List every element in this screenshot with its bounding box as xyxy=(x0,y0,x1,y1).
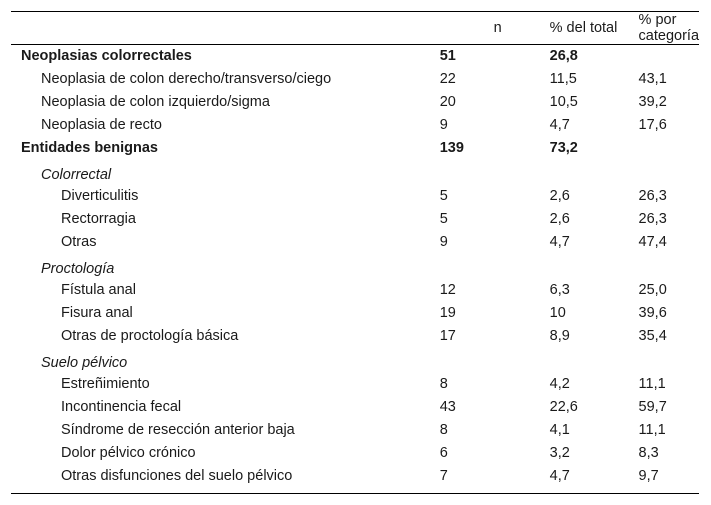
row-pct-total xyxy=(550,254,639,279)
table-subheader-row xyxy=(11,160,699,185)
row-pct-category: 47,4 xyxy=(638,234,667,250)
row-pct-total: 4,1 xyxy=(549,422,570,438)
row-pct-category: 11,1 xyxy=(638,376,666,392)
row-label: Entidades benignas xyxy=(21,140,158,156)
table-row xyxy=(11,279,699,302)
row-pct-category: 17,6 xyxy=(638,117,667,133)
row-n xyxy=(440,254,550,279)
row-label: Neoplasia de recto xyxy=(41,117,162,133)
table-row xyxy=(11,45,699,68)
header-n: n xyxy=(440,12,550,45)
row-n xyxy=(440,348,550,373)
row-pct-category xyxy=(639,137,699,160)
row-pct-total: 8,9 xyxy=(549,328,570,344)
row-pct-category xyxy=(639,160,699,185)
row-n: 20 xyxy=(439,94,456,110)
row-pct-category: 25,0 xyxy=(638,282,667,298)
row-pct-total: 4,7 xyxy=(549,117,570,133)
row-pct-total: 22,6 xyxy=(549,399,578,415)
table-row xyxy=(11,137,699,160)
row-pct-total: 4,2 xyxy=(549,376,570,392)
row-pct-total: 4,7 xyxy=(549,234,570,250)
row-label: Rectorragia xyxy=(61,211,136,227)
row-pct-category: 43,1 xyxy=(638,71,667,87)
row-label: Fístula anal xyxy=(61,282,136,298)
table-row xyxy=(11,442,699,465)
table-body xyxy=(11,45,699,494)
row-pct-category: 39,2 xyxy=(638,94,667,110)
row-pct-category xyxy=(639,45,699,68)
row-pct-total: 2,6 xyxy=(549,188,570,204)
table-subheader-row xyxy=(11,254,699,279)
header-pct-category: % por categoría xyxy=(638,12,700,44)
row-pct-category: 39,6 xyxy=(638,305,667,321)
row-n xyxy=(440,160,550,185)
table-row xyxy=(11,114,699,137)
row-label: Otras de proctología básica xyxy=(61,328,239,344)
row-pct-category xyxy=(639,254,699,279)
row-n: 17 xyxy=(439,328,456,344)
row-pct-total: 3,2 xyxy=(549,445,570,461)
row-label: Estreñimiento xyxy=(61,376,150,392)
row-pct-total: 73,2 xyxy=(549,140,578,156)
row-n: 22 xyxy=(439,71,456,87)
row-pct-total: 26,8 xyxy=(549,48,578,65)
table-row xyxy=(11,419,699,442)
row-label: Diverticulitis xyxy=(61,188,139,204)
row-n: 5 xyxy=(439,188,448,204)
row-label: Proctología xyxy=(41,260,115,277)
row-n: 9 xyxy=(439,117,448,133)
row-pct-total: 4,7 xyxy=(550,465,639,494)
row-label: Neoplasia de colon izquierdo/sigma xyxy=(41,94,270,110)
row-n: 6 xyxy=(439,445,448,461)
row-label: Incontinencia fecal xyxy=(61,399,182,415)
row-pct-category: 9,7 xyxy=(639,465,699,494)
table-row xyxy=(11,465,699,494)
row-label: Otras disfunciones del suelo pélvico xyxy=(11,465,440,494)
row-label: Neoplasias colorrectales xyxy=(21,48,192,65)
table-row xyxy=(11,185,699,208)
row-pct-total: 10,5 xyxy=(549,94,578,110)
row-pct-total: 11,5 xyxy=(549,71,577,87)
row-pct-total: 2,6 xyxy=(549,211,570,227)
table-header-row xyxy=(11,12,699,45)
row-pct-category: 11,1 xyxy=(638,422,666,438)
table-row xyxy=(11,208,699,231)
row-n: 51 xyxy=(439,48,456,65)
table-row xyxy=(11,231,699,254)
row-label: Neoplasia de colon derecho/transverso/ciego xyxy=(41,71,332,87)
row-n: 8 xyxy=(439,376,448,392)
row-n: 8 xyxy=(439,422,448,438)
row-pct-total xyxy=(550,160,639,185)
table-row xyxy=(11,373,699,396)
row-n: 5 xyxy=(439,211,448,227)
table-row xyxy=(11,302,699,325)
row-label: Colorrectal xyxy=(41,166,112,183)
row-label: Síndrome de resección anterior baja xyxy=(61,422,295,438)
header-pct-total: % del total xyxy=(550,12,639,45)
row-pct-category: 26,3 xyxy=(638,211,667,227)
row-pct-category: 59,7 xyxy=(638,399,667,415)
table-row xyxy=(11,396,699,419)
row-n: 9 xyxy=(439,234,448,250)
row-label: Suelo pélvico xyxy=(41,354,128,371)
table-row xyxy=(11,68,699,91)
row-n: 12 xyxy=(439,282,456,298)
table-row xyxy=(11,325,699,348)
row-pct-total: 10 xyxy=(549,305,566,321)
row-pct-category: 26,3 xyxy=(638,188,667,204)
row-label: Otras xyxy=(61,234,97,250)
data-table xyxy=(11,11,699,494)
row-n: 43 xyxy=(439,399,456,415)
row-pct-category: 35,4 xyxy=(638,328,667,344)
row-pct-total: 6,3 xyxy=(549,282,570,298)
header-label-column xyxy=(11,12,440,45)
row-pct-category: 8,3 xyxy=(638,445,659,461)
row-n: 19 xyxy=(439,305,456,321)
row-label: Fisura anal xyxy=(61,305,133,321)
table-row xyxy=(11,91,699,114)
row-n: 7 xyxy=(440,465,550,494)
row-label: Dolor pélvico crónico xyxy=(61,445,196,461)
row-n: 139 xyxy=(439,140,464,156)
row-pct-category xyxy=(639,348,699,373)
row-pct-total xyxy=(550,348,639,373)
table-subheader-row xyxy=(11,348,699,373)
